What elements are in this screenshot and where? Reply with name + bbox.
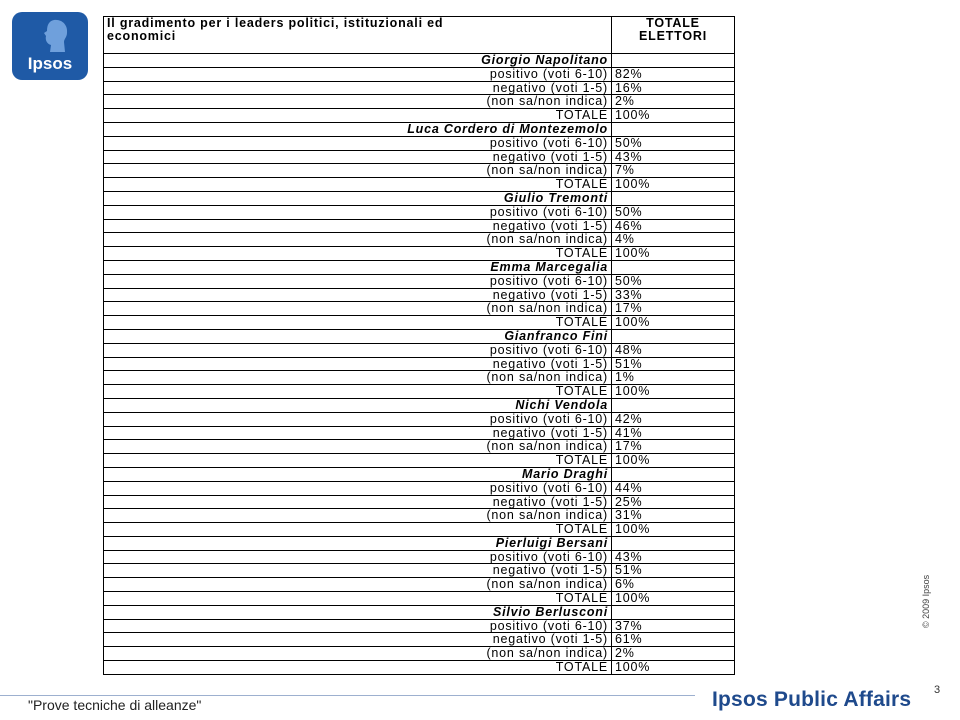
column-header-line-2: ELETTORI — [639, 28, 707, 43]
row-label: negativo (voti 1-5) — [104, 219, 612, 233]
table-row — [104, 178, 735, 192]
table-title-cell — [104, 17, 612, 54]
table-row — [104, 647, 735, 661]
row-label: (non sa/non indica) — [104, 440, 612, 454]
leader-name-row — [104, 605, 735, 619]
table-row — [104, 454, 735, 468]
table-title-line-1: Il gradimento per i leaders politici, istituzionali ed — [107, 16, 444, 30]
row-value: 100% — [612, 523, 735, 537]
row-value: 100% — [612, 385, 735, 399]
leader-name: Giorgio Napolitano — [104, 54, 612, 68]
table-row — [104, 288, 735, 302]
row-value: 100% — [612, 178, 735, 192]
leader-name-empty-cell — [612, 122, 735, 136]
table-row — [104, 95, 735, 109]
row-value: 37% — [612, 619, 735, 633]
row-value: 17% — [612, 440, 735, 454]
leader-name-empty-cell — [612, 54, 735, 68]
row-value: 100% — [612, 109, 735, 123]
leader-name-row — [104, 191, 735, 205]
table-row — [104, 661, 735, 675]
row-value: 61% — [612, 633, 735, 647]
row-value: 82% — [612, 67, 735, 81]
table-row — [104, 357, 735, 371]
table-row — [104, 633, 735, 647]
table-row — [104, 247, 735, 261]
leader-name: Emma Marcegalia — [104, 260, 612, 274]
row-label: positivo (voti 6-10) — [104, 67, 612, 81]
row-label: positivo (voti 6-10) — [104, 274, 612, 288]
table-row — [104, 564, 735, 578]
row-label: (non sa/non indica) — [104, 509, 612, 523]
table-row — [104, 523, 735, 537]
table-row — [104, 385, 735, 399]
row-value: 51% — [612, 564, 735, 578]
row-value: 4% — [612, 233, 735, 247]
leader-name-row — [104, 467, 735, 481]
table-title-line-2: economici — [107, 28, 177, 43]
leader-name-empty-cell — [612, 467, 735, 481]
table-body — [104, 17, 735, 675]
leader-name: Nichi Vendola — [104, 398, 612, 412]
leader-name-empty-cell — [612, 536, 735, 550]
leader-name-empty-cell — [612, 329, 735, 343]
table-row — [104, 81, 735, 95]
row-label: (non sa/non indica) — [104, 164, 612, 178]
row-value: 100% — [612, 247, 735, 261]
row-value: 44% — [612, 481, 735, 495]
head-silhouette-icon — [42, 18, 70, 54]
leader-name: Giulio Tremonti — [104, 191, 612, 205]
row-value: 6% — [612, 578, 735, 592]
row-value: 7% — [612, 164, 735, 178]
row-value: 100% — [612, 454, 735, 468]
footer-divider — [0, 695, 695, 696]
row-value: 100% — [612, 592, 735, 606]
row-value: 50% — [612, 205, 735, 219]
logo-text: Ipsos — [27, 54, 73, 73]
row-value: 41% — [612, 426, 735, 440]
row-label: TOTALE — [104, 661, 612, 675]
row-value: 100% — [612, 661, 735, 675]
table-row — [104, 550, 735, 564]
table-row — [104, 509, 735, 523]
row-value: 100% — [612, 316, 735, 330]
table-row — [104, 205, 735, 219]
table-row — [104, 164, 735, 178]
row-label: (non sa/non indica) — [104, 578, 612, 592]
column-header-cell — [612, 17, 735, 54]
leader-name: Silvio Berlusconi — [104, 605, 612, 619]
row-label: TOTALE — [104, 178, 612, 192]
leader-name-row — [104, 329, 735, 343]
row-label: TOTALE — [104, 316, 612, 330]
leader-name: Luca Cordero di Montezemolo — [104, 122, 612, 136]
row-label: (non sa/non indica) — [104, 371, 612, 385]
row-label: negativo (voti 1-5) — [104, 150, 612, 164]
row-value: 1% — [612, 371, 735, 385]
footer-title: "Prove tecniche di alleanze" — [28, 697, 202, 713]
row-label: positivo (voti 6-10) — [104, 412, 612, 426]
table-row — [104, 274, 735, 288]
row-label: negativo (voti 1-5) — [104, 564, 612, 578]
leaders-rating-table — [103, 16, 735, 675]
table-row — [104, 440, 735, 454]
table-row — [104, 109, 735, 123]
row-label: positivo (voti 6-10) — [104, 136, 612, 150]
leader-name-empty-cell — [612, 260, 735, 274]
row-label: TOTALE — [104, 109, 612, 123]
row-value: 25% — [612, 495, 735, 509]
leader-name-row — [104, 54, 735, 68]
table-row — [104, 481, 735, 495]
table-row — [104, 343, 735, 357]
row-label: negativo (voti 1-5) — [104, 495, 612, 509]
leader-name-empty-cell — [612, 605, 735, 619]
row-label: positivo (voti 6-10) — [104, 205, 612, 219]
row-label: negativo (voti 1-5) — [104, 426, 612, 440]
table-row — [104, 371, 735, 385]
table-row — [104, 302, 735, 316]
row-value: 51% — [612, 357, 735, 371]
row-value: 43% — [612, 550, 735, 564]
table-row — [104, 426, 735, 440]
row-label: TOTALE — [104, 247, 612, 261]
row-label: (non sa/non indica) — [104, 95, 612, 109]
row-value: 42% — [612, 412, 735, 426]
table-row — [104, 619, 735, 633]
page-number: 3 — [934, 684, 941, 696]
row-value: 50% — [612, 136, 735, 150]
row-value: 2% — [612, 647, 735, 661]
row-value: 31% — [612, 509, 735, 523]
row-label: negativo (voti 1-5) — [104, 81, 612, 95]
table-row — [104, 136, 735, 150]
row-value: 46% — [612, 219, 735, 233]
row-label: positivo (voti 6-10) — [104, 619, 612, 633]
table-row — [104, 67, 735, 81]
row-label: (non sa/non indica) — [104, 233, 612, 247]
leader-name: Gianfranco Fini — [104, 329, 612, 343]
row-label: TOTALE — [104, 454, 612, 468]
row-value: 48% — [612, 343, 735, 357]
table-row — [104, 592, 735, 606]
leader-name-empty-cell — [612, 398, 735, 412]
row-value: 17% — [612, 302, 735, 316]
brand-name: Ipsos Public Affairs — [712, 688, 912, 711]
table-row — [104, 578, 735, 592]
row-label: TOTALE — [104, 523, 612, 537]
row-label: positivo (voti 6-10) — [104, 343, 612, 357]
row-value: 50% — [612, 274, 735, 288]
row-label: negativo (voti 1-5) — [104, 357, 612, 371]
row-value: 33% — [612, 288, 735, 302]
row-label: TOTALE — [104, 592, 612, 606]
row-label: negativo (voti 1-5) — [104, 633, 612, 647]
leader-name-empty-cell — [612, 191, 735, 205]
column-header-line-1: TOTALE — [646, 16, 700, 30]
row-label: TOTALE — [104, 385, 612, 399]
row-value: 16% — [612, 81, 735, 95]
copyright-text: © 2009 Ipsos — [921, 574, 931, 628]
row-label: (non sa/non indica) — [104, 302, 612, 316]
table-row — [104, 316, 735, 330]
row-value: 43% — [612, 150, 735, 164]
row-label: positivo (voti 6-10) — [104, 481, 612, 495]
leader-name-row — [104, 122, 735, 136]
row-value: 2% — [612, 95, 735, 109]
leader-name-row — [104, 536, 735, 550]
table-row — [104, 219, 735, 233]
leader-name-row — [104, 398, 735, 412]
table-row — [104, 495, 735, 509]
table-row — [104, 150, 735, 164]
ipsos-logo — [12, 12, 88, 80]
leader-name: Pierluigi Bersani — [104, 536, 612, 550]
table-row — [104, 412, 735, 426]
leader-name-row — [104, 260, 735, 274]
row-label: negativo (voti 1-5) — [104, 288, 612, 302]
leader-name: Mario Draghi — [104, 467, 612, 481]
table-row — [104, 233, 735, 247]
table-header-row — [104, 17, 735, 54]
row-label: (non sa/non indica) — [104, 647, 612, 661]
row-label: positivo (voti 6-10) — [104, 550, 612, 564]
